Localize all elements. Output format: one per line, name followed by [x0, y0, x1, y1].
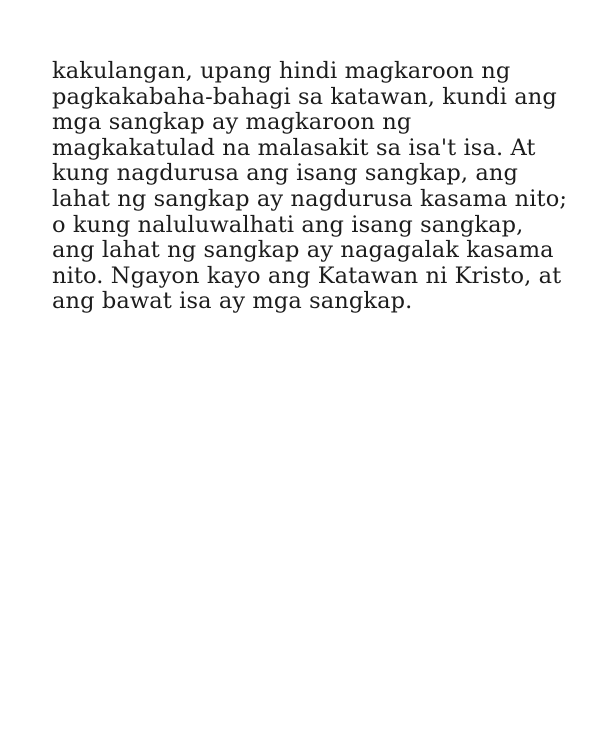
verse-text: [52, 59, 585, 315]
text-line: nito. Ngayon kayo ang Katawan ni Kristo, at: [52, 262, 562, 289]
text-line: pagkakabaha-bahagi sa katawan, kundi ang: [52, 83, 557, 110]
text-line: ang bawat isa ay mga sangkap.: [52, 288, 413, 315]
text-line: ang lahat ng sangkap ay nagagalak kasama: [52, 237, 554, 264]
text-line: magkakatulad na malasakit sa isa't isa. At: [52, 134, 536, 161]
text-line: mga sangkap ay magkaroon ng: [52, 109, 412, 136]
text-line: kakulangan, upang hindi magkaroon ng: [52, 58, 511, 84]
text-line: lahat ng sangkap ay nagdurusa kasama nito;: [52, 185, 568, 212]
text-line: o kung naluluwalhati ang isang sangkap,: [52, 211, 524, 238]
text-line: kung nagdurusa ang isang sangkap, ang: [52, 160, 519, 187]
